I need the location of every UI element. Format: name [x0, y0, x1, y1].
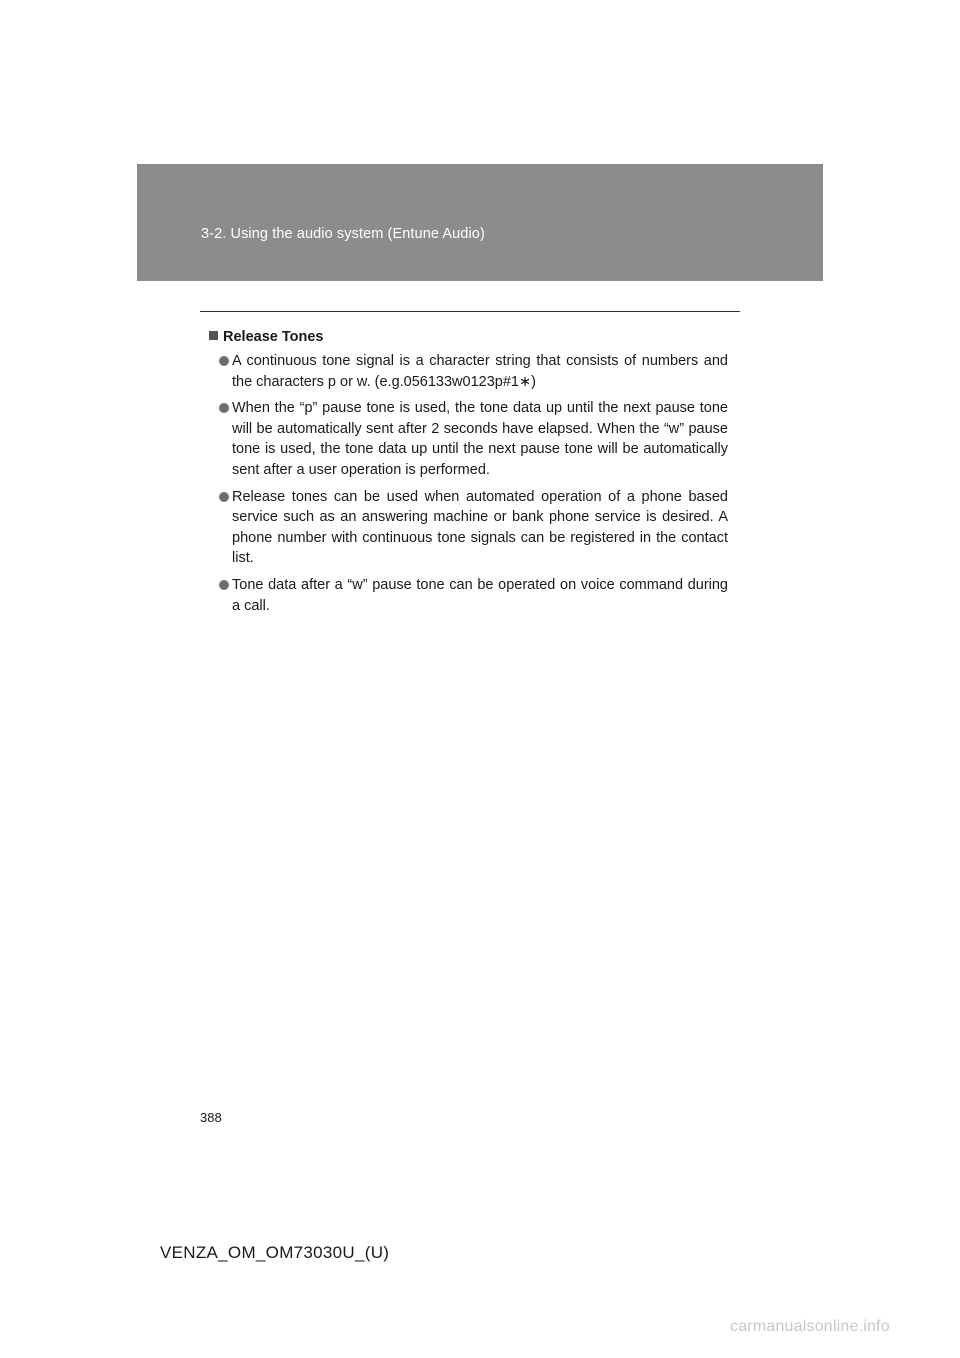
circle-bullet-icon	[219, 492, 229, 502]
list-item	[200, 398, 728, 480]
section-heading	[209, 327, 728, 348]
list-item	[200, 487, 728, 569]
list-item	[200, 351, 728, 392]
page-number: 388	[200, 1110, 222, 1125]
circle-bullet-icon	[219, 403, 229, 413]
circle-bullet-icon	[219, 580, 229, 590]
bullet-list	[200, 351, 728, 616]
list-item-text: Tone data after a “w” pause tone can be operated on voice command during a call.	[232, 576, 728, 614]
watermark: carmanualsonline.info	[730, 1318, 890, 1335]
list-item-text: When the “p” pause tone is used, the tone data up until the next pause tone will be automatically sent after 2 seconds have elapsed. When the “w” pause tone is used, the tone data up until the next pause tone will be automatically sent after a user operation is performed.	[232, 400, 728, 478]
section-divider	[200, 311, 740, 312]
document-code: VENZA_OM_OM73030U_(U)	[160, 1243, 390, 1262]
list-item-text: Release tones can be used when automated operation of a phone based service such as an answering machine or bank phone service is desired. A phone number with continuous tone signals can be registered in the contact list.	[232, 488, 728, 567]
list-item-text: A continuous tone signal is a character string that consists of numbers and the characters p or w. (e.g.056133w0123p#1∗)	[232, 353, 728, 390]
section-breadcrumb: 3-2. Using the audio system (Entune Audio)	[201, 226, 485, 242]
circle-bullet-icon	[219, 356, 229, 366]
list-item	[200, 575, 728, 616]
main-content	[200, 327, 728, 622]
square-bullet-icon	[209, 331, 218, 340]
header-band	[137, 164, 823, 281]
section-heading-text: Release Tones	[223, 329, 324, 345]
